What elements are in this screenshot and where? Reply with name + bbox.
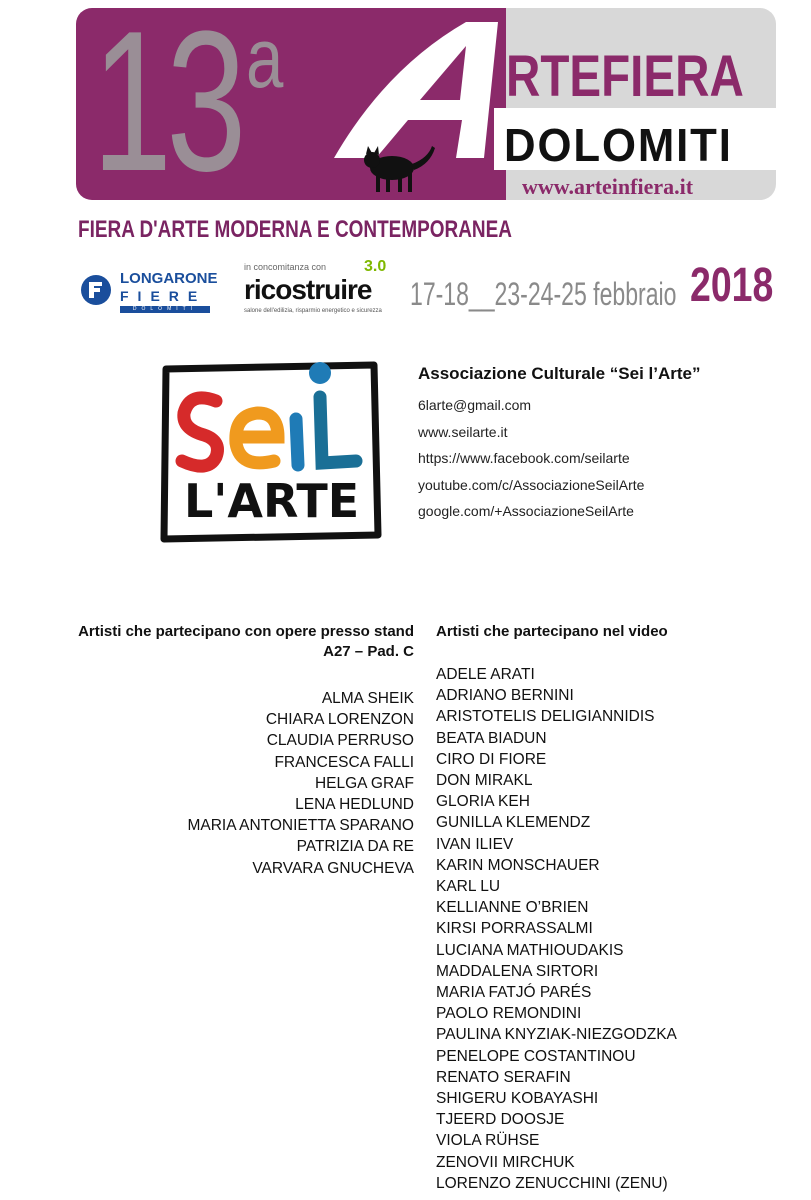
list-item: BEATA BIADUN [436, 729, 547, 747]
list-item: GLORIA KEH [436, 793, 530, 811]
longarone-title: LONGARONE [120, 270, 218, 287]
list-item: PAOLO REMONDINI [436, 1005, 582, 1023]
list-item: RENATO SERAFIN [436, 1068, 571, 1086]
event-year: 2018 [690, 259, 774, 312]
event-dates: 17-18__23-24-25 febbraio [410, 276, 677, 312]
list-item: ZENOVII MIRCHUK [436, 1153, 575, 1171]
list-item: IVAN ILIEV [436, 835, 514, 853]
arte-fiera-title: RTEFIERA [506, 44, 744, 109]
list-item: SHIGERU KOBAYASHI [436, 1090, 599, 1108]
stand-artists-column [20, 622, 414, 879]
edition-superscript: a [246, 11, 284, 105]
dolomiti-title: DOLOMITI [504, 119, 733, 171]
list-item: KARIN MONSCHAUER [436, 856, 600, 874]
stand-artists-list [20, 688, 414, 879]
association-name: Associazione Culturale “Sei l’Arte” [418, 364, 701, 383]
list-item: LORENZO ZENUCCHINI (ZENU) [436, 1174, 668, 1192]
list-item: CIRO DI FIORE [436, 750, 547, 768]
stand-artists-heading: Artisti che partecipano con opere presso stand A27 – Pad. C [78, 623, 414, 660]
sei-larte-logo-icon [160, 357, 384, 543]
list-item: ADRIANO BERNINI [436, 687, 574, 705]
list-item: GUNILLA KLEMENDZ [436, 814, 591, 832]
list-item: MARIA ANTONIETTA SPARANO [187, 817, 414, 835]
list-item: FRANCESCA FALLI [274, 753, 414, 771]
list-item: CHIARA LORENZON [265, 711, 414, 729]
svg-text:L'ARTE: L'ARTE [184, 474, 360, 528]
list-item: LENA HEDLUND [295, 796, 414, 814]
list-item: PAULINA KNYZIAK-NIEZGODZKA [436, 1026, 677, 1044]
ricostruire-small-text: salone dell'edilizia, risparmio energetico e sicurezza [244, 308, 382, 314]
contact-google[interactable]: google.com/+AssociazioneSeilArte [418, 503, 634, 519]
contact-facebook[interactable]: https://www.facebook.com/seilarte [418, 450, 630, 466]
cat-icon [364, 146, 435, 192]
list-item: KIRSI PORRASSALMI [436, 920, 593, 938]
contact-email[interactable]: 6larte@gmail.com [418, 397, 532, 413]
contact-youtube[interactable]: youtube.com/c/AssociazioneSeilArte [418, 476, 645, 493]
video-artists-heading: Artisti che partecipano nel video [436, 623, 668, 640]
list-item: MARIA FATJÓ PARÉS [436, 984, 592, 1002]
list-item: KARL LU [436, 878, 501, 896]
video-artists-column [436, 622, 796, 1194]
longarone-dolomiti-bar: DOLOMITI [120, 306, 210, 313]
association-info [418, 364, 798, 525]
list-item: LUCIANA MATHIOUDAKIS [436, 941, 624, 959]
fair-subtitle: FIERA D'ARTE MODERNA E CONTEMPORANEA [78, 216, 512, 243]
list-item: PATRIZIA DA RE [296, 838, 414, 856]
ricostruire-word: ricostruire [244, 274, 372, 305]
list-item: PENELOPE COSTANTINOU [436, 1047, 636, 1065]
website-link[interactable]: www.arteinfiera.it [522, 174, 694, 199]
list-item: ADELE ARATI [436, 666, 535, 683]
list-item: TJEERD DOOSJE [436, 1111, 565, 1129]
ricostruire-tagline: in concomitanza con [244, 262, 327, 272]
ricostruire-logo [244, 258, 387, 318]
list-item: VARVARA GNUCHEVA [252, 859, 414, 877]
ricostruire-number: 3.0 [364, 258, 387, 275]
edition-number: 13 [92, 0, 241, 213]
longarone-fiere-logo [80, 268, 218, 316]
list-item: ARISTOTELIS DELIGIANNIDIS [436, 708, 655, 726]
longarone-fiere-label: FIERE [120, 288, 207, 304]
longarone-emblem-icon [80, 274, 112, 306]
list-item: DON MIRAKL [436, 772, 533, 790]
event-banner [76, 0, 776, 213]
list-item: MADDALENA SIRTORI [436, 962, 599, 980]
list-item: VIOLA RÜHSE [436, 1132, 540, 1150]
list-item: CLAUDIA PERRUSO [266, 732, 414, 750]
big-a-logo-icon [316, 8, 516, 200]
video-artists-list [436, 664, 796, 1194]
list-item: KELLIANNE O’BRIEN [436, 899, 589, 917]
list-item: ALMA SHEIK [321, 690, 414, 707]
contact-website[interactable]: www.seilarte.it [418, 423, 508, 440]
list-item: HELGA GRAF [314, 774, 414, 792]
